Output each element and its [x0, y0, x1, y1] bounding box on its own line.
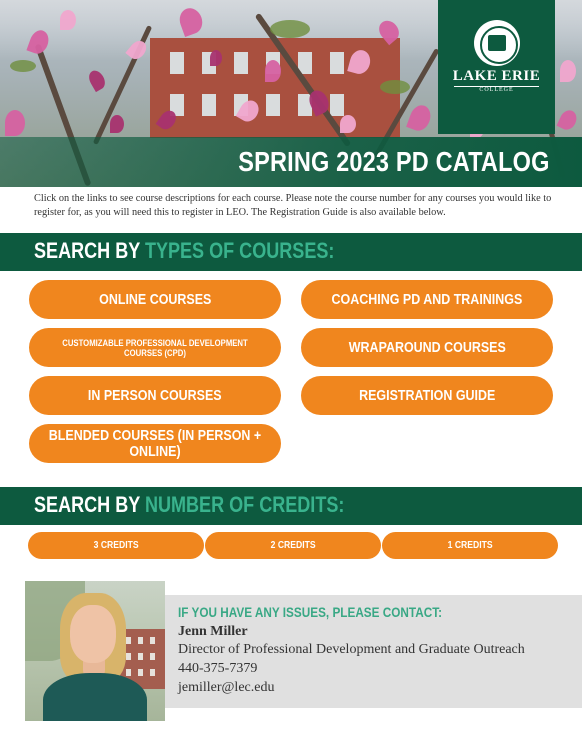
blended-courses-button[interactable]: BLENDED COURSES (IN PERSON + ONLINE) — [29, 424, 281, 463]
in-person-courses-button[interactable]: IN PERSON COURSES — [29, 376, 281, 415]
wraparound-courses-button[interactable]: WRAPAROUND COURSES — [301, 328, 553, 367]
contact-email-link[interactable]: jemiller@lec.edu — [178, 680, 275, 695]
registration-guide-button[interactable]: REGISTRATION GUIDE — [301, 376, 553, 415]
college-seal-icon — [474, 20, 520, 66]
college-subtitle: COLLEGE — [479, 87, 514, 93]
credits-heading: SEARCH BY NUMBER OF CREDITS: — [34, 492, 345, 517]
college-name: LAKE ERIE — [452, 68, 541, 84]
2-credits-button[interactable]: 2 CREDITS — [205, 532, 381, 559]
intro-text: Click on the links to see course descriptions for each course. Please note the course number for any courses you would like to register for, as you will need this to register in LEO. The Registration Guide is also available below. — [34, 193, 552, 218]
cpd-courses-button[interactable]: CUSTOMIZABLE PROFESSIONAL DEVELOPMENT COURSES (CPD) — [29, 328, 281, 367]
3-credits-button[interactable]: 3 CREDITS — [28, 532, 204, 559]
contact-title: Director of Professional Development and Graduate Outreach — [178, 642, 525, 657]
coaching-pd-button[interactable]: COACHING PD AND TRAININGS — [301, 280, 553, 319]
catalog-title: SPRING 2023 PD CATALOG — [238, 146, 550, 177]
contact-photo — [25, 581, 165, 721]
contact-heading: IF YOU HAVE ANY ISSUES, PLEASE CONTACT: — [178, 604, 442, 620]
course-types-heading: SEARCH BY TYPES OF COURSES: — [34, 238, 335, 263]
contact-phone: 440-375-7379 — [178, 661, 258, 676]
contact-name: Jenn Miller — [178, 624, 248, 639]
online-courses-button[interactable]: ONLINE COURSES — [29, 280, 281, 319]
1-credits-button[interactable]: 1 CREDITS — [382, 532, 558, 559]
